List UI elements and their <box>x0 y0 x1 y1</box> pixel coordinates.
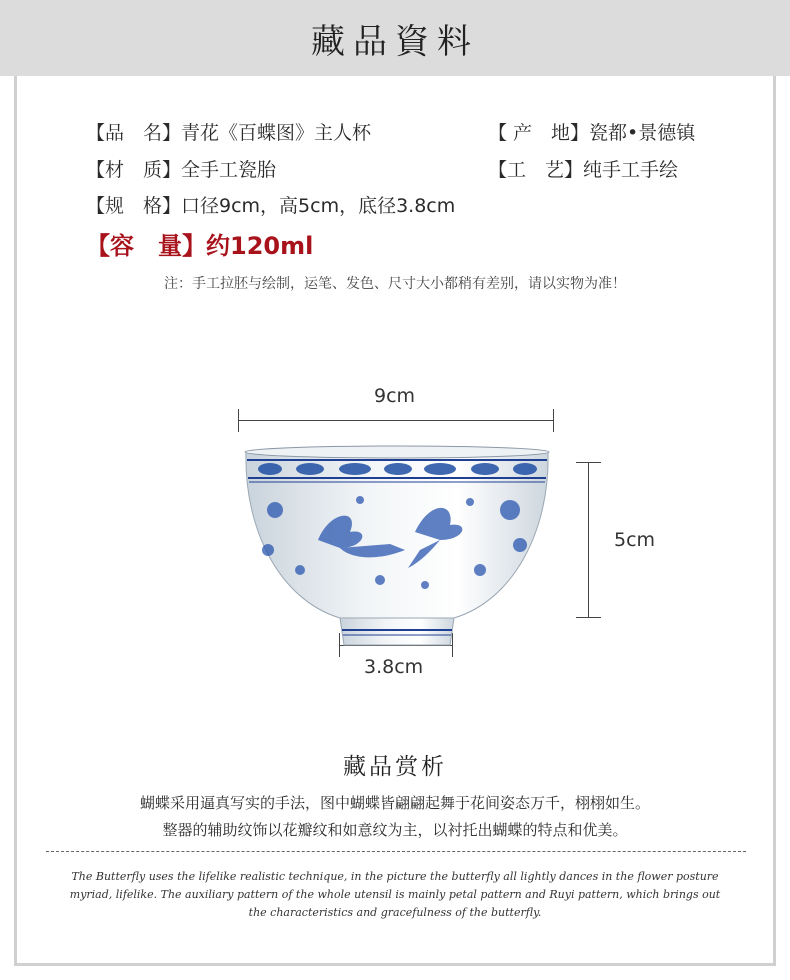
spec-material: 【材 质】全手工瓷胎 <box>86 159 277 181</box>
spec-craft: 【工 艺】纯手工手绘 <box>488 159 679 181</box>
spec-origin: 【 产 地】瓷都•景德镇 <box>488 122 696 144</box>
spec-size: 【规 格】口径9cm，高5cm，底径3.8cm <box>86 195 456 217</box>
page-title: 藏品資料 <box>311 22 479 62</box>
spec-name: 【品 名】青花《百蝶图》主人杯 <box>86 122 372 144</box>
appreciation-line-1: 蝴蝶采用逼真写实的手法，图中蝴蝶皆翩翩起舞于花间姿态万千，栩栩如生。 <box>139 794 650 812</box>
appreciation-line-2: 整器的辅助纹饰以花瓣纹和如意纹为主，以衬托出蝴蝶的特点和优美。 <box>162 821 628 839</box>
appreciation-title: 藏品赏析 <box>343 754 447 780</box>
english-description: The Butterfly uses the lifelike realistic technique, in the picture the butterfly all lightly dances in the flower posture myriad, lifelike. The auxiliary pattern of the whole utensil is mainly petal pattern and Ruyi pattern, which brings out the characteristics and gracefulness of the butterfly. <box>69 870 721 919</box>
header-bar <box>0 0 790 76</box>
height-label: 5cm <box>614 529 656 551</box>
width-line <box>238 420 554 421</box>
width-tick-left <box>238 409 239 432</box>
height-line <box>588 462 589 618</box>
base-label: 3.8cm <box>364 656 424 678</box>
porcelain-cup-image <box>240 440 556 648</box>
disclaimer-note: 注：手工拉胚与绘制，运笔、发色、尺寸大小都稍有差别，请以实物为准！ <box>164 276 626 292</box>
width-tick-right <box>553 409 554 432</box>
width-label: 9cm <box>374 385 416 407</box>
height-tick-bottom <box>576 617 601 618</box>
spec-capacity: 【容 量】约120ml <box>86 232 314 260</box>
dashed-divider <box>46 851 746 852</box>
frame-bottom-border <box>14 963 776 966</box>
height-tick-top <box>576 462 601 463</box>
